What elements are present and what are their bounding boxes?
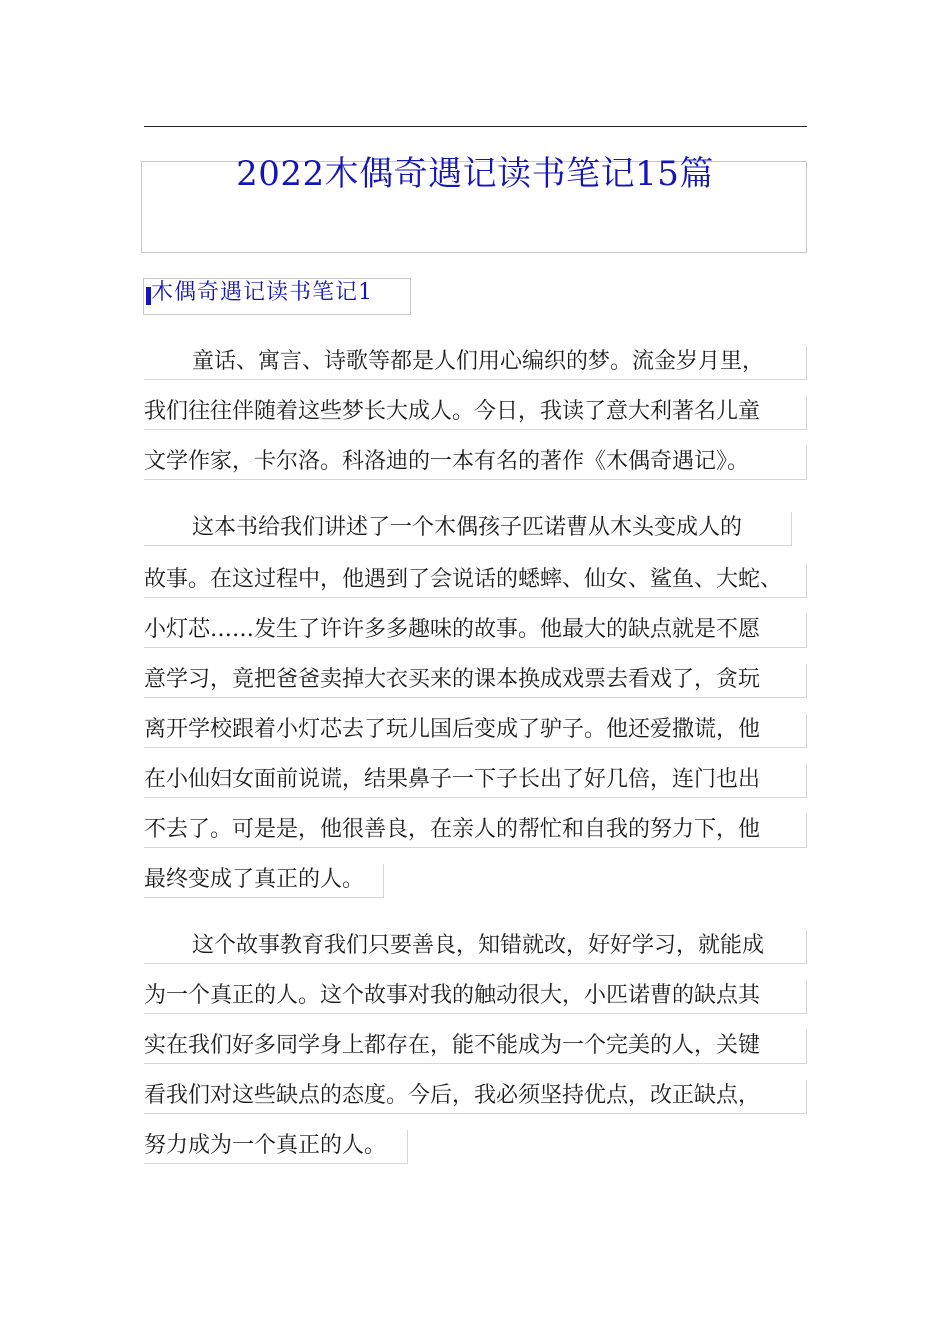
paragraph-3-line-2: 为一个真正的人。这个故事对我的触动很大，小匹诺曹的缺点其 <box>144 980 807 1014</box>
page-title: 2022木偶奇遇记读书笔记15篇 <box>236 154 714 194</box>
paragraph-2-line-1: 这本书给我们讲述了一个木偶孩子匹诺曹从木头变成人的 <box>144 512 792 546</box>
paragraph-3-line-1: 这个故事教育我们只要善良，知错就改，好好学习，就能成 <box>144 930 807 964</box>
paragraph-1-line-3: 文学作家，卡尔洛。科洛迪的一本有名的著作《木偶奇遇记》。 <box>144 446 807 480</box>
paragraph-1-line-2: 我们往往伴随着这些梦长大成人。今日，我读了意大利著名儿童 <box>144 396 807 430</box>
top-rule <box>144 126 807 127</box>
paragraph-2-line-7: 不去了。可是是，他很善良，在亲人的帮忙和自我的努力下，他 <box>144 814 807 848</box>
section-heading: 木偶奇遇记读书笔记1 <box>151 280 373 305</box>
paragraph-2-line-3: 小灯芯……发生了许许多多趣味的故事。他最大的缺点就是不愿 <box>144 614 807 648</box>
paragraph-1-line-1: 童话、寓言、诗歌等都是人们用心编织的梦。流金岁月里， <box>144 346 807 380</box>
paragraph-2-line-8: 最终变成了真正的人。 <box>144 864 384 898</box>
paragraph-3-line-5: 努力成为一个真正的人。 <box>144 1130 408 1164</box>
paragraph-2-line-2: 故事。在这过程中，他遇到了会说话的蟋蟀、仙女、鲨鱼、大蛇、 <box>144 564 807 598</box>
paragraph-3-line-4: 看我们对这些缺点的态度。今后，我必须坚持优点，改正缺点， <box>144 1080 807 1114</box>
paragraph-2-line-4: 意学习，竟把爸爸卖掉大衣买来的课本换成戏票去看戏了，贪玩 <box>144 664 807 698</box>
paragraph-3-line-3: 实在我们好多同学身上都存在，能不能成为一个完美的人，关键 <box>144 1030 807 1064</box>
paragraph-2-line-6: 在小仙妇女面前说谎，结果鼻子一下子长出了好几倍，连门也出 <box>144 764 807 798</box>
paragraph-2-line-5: 离开学校跟着小灯芯去了玩儿国后变成了驴子。他还爱撒谎，他 <box>144 714 807 748</box>
